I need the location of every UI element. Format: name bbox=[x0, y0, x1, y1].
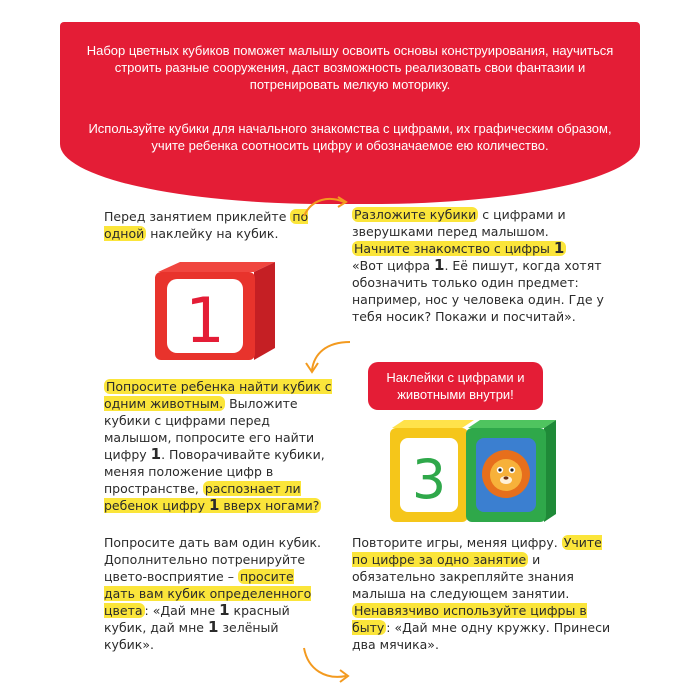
step-1-part-1: Перед занятием приклейте bbox=[104, 209, 291, 224]
step-2-highlight-2 bbox=[352, 241, 566, 256]
red-cube-illustration bbox=[150, 262, 275, 362]
step-5-highlight-1: Учите по цифре за одно занятие bbox=[352, 535, 602, 567]
step-4-part-4: зелёный кубик». bbox=[104, 620, 279, 652]
step-3-part-1: Выложите кубики с цифрами перед малышом, попросите его найти цифру bbox=[104, 396, 315, 462]
step-4-text bbox=[104, 534, 326, 653]
step-4-part-3: красный кубик, дай мне bbox=[104, 603, 290, 635]
callout-text: Наклейки с цифрами и животными внутри! bbox=[386, 370, 525, 402]
step-3-part-2: . Поворачивайте кубики, меняя положение цифр в пространстве, bbox=[104, 447, 325, 496]
step-4-highlight: просите дать вам кубик определенного цвета bbox=[104, 569, 312, 618]
step-4-digit-2: 1 bbox=[207, 618, 219, 636]
step-1-part-2: наклейку на кубик. bbox=[146, 226, 279, 241]
step-2-part-1: с цифрами и зверушками перед малышом. bbox=[352, 207, 566, 239]
step-5-part-3: : «Дай мне одну кружку. Принеси два мячика». bbox=[352, 620, 611, 652]
intro-paragraph-1: Набор цветных кубиков поможет малышу освоить основы конструирования, научиться строить разные сооружения, даст возможность реализовать свои фантазии и потренировать мелкую моторику. bbox=[86, 43, 614, 92]
step-2-quote-b: . Её пишут, когда хотят обозначить только один предмет: например, нос у человека один. Где у тебя носик? Покажи и посчитай». bbox=[352, 258, 604, 324]
intro-panel bbox=[60, 22, 640, 204]
step-3-digit-2: 1 bbox=[209, 496, 220, 514]
cube-3-digit: 3 bbox=[411, 448, 447, 511]
step-5-highlight-2: Ненавязчиво используйте цифры в быту bbox=[352, 603, 587, 635]
step-4-part-2: : «Дай мне bbox=[144, 603, 220, 618]
step-5-text bbox=[352, 534, 614, 653]
step-2-highlight-1: Разложите кубики bbox=[354, 207, 477, 222]
lion-icon bbox=[482, 450, 530, 498]
step-2-quote-a: «Вот цифра bbox=[352, 258, 435, 273]
arrow-step4-to-step5-icon bbox=[298, 640, 356, 686]
stickers-inside-callout bbox=[368, 362, 543, 410]
step-3-text bbox=[104, 378, 336, 514]
step-1-highlight: по одной bbox=[104, 209, 309, 241]
step-1-text bbox=[104, 208, 314, 242]
step-5-part-1: Повторите игры, меняя цифру. bbox=[352, 535, 562, 550]
step-4-part-1: Попросите дать вам один кубик. Дополнительно потренируйте цвето-восприятие – bbox=[104, 535, 321, 584]
step-2-quote-digit: 1 bbox=[434, 256, 445, 274]
step-2-digit: 1 bbox=[553, 239, 565, 257]
step-3-highlight-1: Попросите ребенка найти кубик с одним животным. bbox=[104, 379, 332, 411]
cubes-illustration bbox=[388, 418, 556, 526]
step-3-digit-1: 1 bbox=[150, 445, 162, 463]
step-3-highlight-2-b: вверх ногами? bbox=[219, 498, 320, 513]
intro-paragraph-2: Используйте кубики для начального знакомства с цифрами, их графическим образом, учите ребенка соотносить цифру и обозначаемое ею количество. bbox=[88, 121, 612, 153]
step-2-text bbox=[352, 206, 614, 325]
arrow-step2-to-step3-icon bbox=[300, 338, 356, 376]
arrow-step1-to-step2-icon bbox=[300, 192, 350, 220]
step-5-part-2: и обязательно закрепляйте знания малыша на следующем занятии. bbox=[352, 552, 574, 601]
step-3-highlight-2-a: распознает ли ребенок цифру bbox=[104, 481, 301, 513]
step-4-digit-1: 1 bbox=[219, 601, 230, 619]
cube-1-digit: 1 bbox=[185, 284, 225, 357]
step-2-highlight-2-text: Начните знакомство с цифры bbox=[354, 241, 554, 256]
